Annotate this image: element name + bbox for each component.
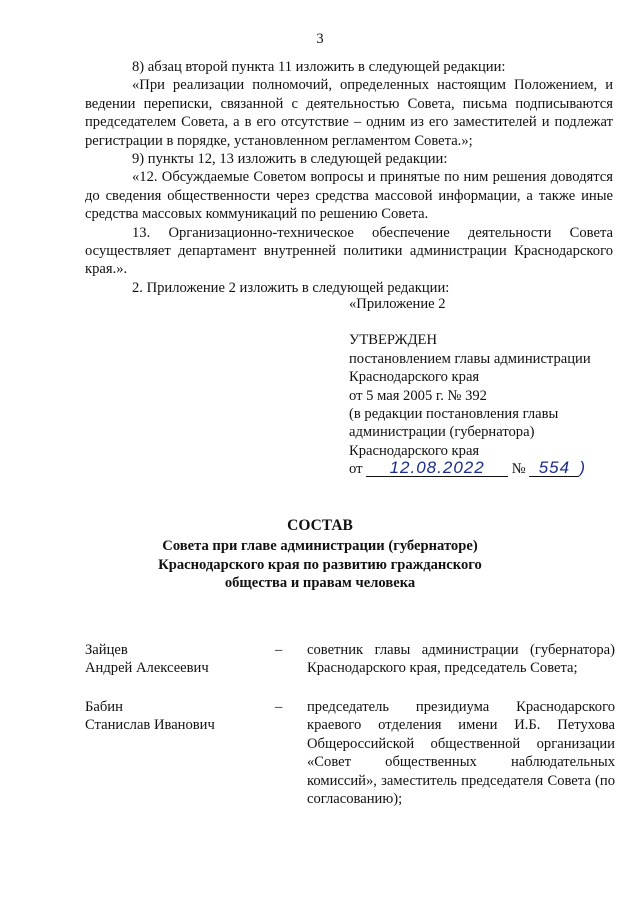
appendix-line: администрации (губернатора)	[349, 424, 535, 441]
composition-heading	[0, 517, 640, 593]
member-name	[85, 698, 255, 735]
page-number: 3	[316, 31, 324, 47]
member-role: советник главы администрации (губернатора) Краснодарского края, председатель Совета;	[307, 642, 615, 677]
paragraph: 13. Организационно-техническое обеспечение деятельности Совета осуществляет департамент внутренней политики администрации Краснодарского края.».	[85, 224, 613, 278]
appendix-line: Краснодарского края	[349, 369, 480, 386]
approved-label: УТВЕРЖДЕН	[349, 332, 437, 349]
member-given-name: Станислав Иванович	[85, 717, 215, 734]
appendix-label: «Приложение 2	[349, 296, 446, 312]
heading-line: Краснодарского края по развитию гражданского	[158, 556, 482, 573]
heading-title: СОСТАВ	[287, 517, 353, 534]
member-dash: –	[275, 699, 283, 715]
appendix-line: от 5 мая 2005 г. № 392	[349, 387, 487, 404]
paragraph: 8) абзац второй пункта 11 изложить в следующей редакции:	[132, 59, 506, 75]
paragraph: «12. Обсуждаемые Советом вопросы и принятые по ним решения доводятся до сведения общественности через средства массовой информации, а также иные средства массовых коммуникаций по решению Совета.	[85, 169, 613, 223]
member-surname: Зайцев	[85, 642, 128, 658]
appendix-line: постановлением главы администрации	[349, 350, 591, 367]
paragraph: «При реализации полномочий, определенных настоящим Положением, и ведении переписки, связанной с деятельностью Совета, письма подписываются председателем Совета, а в его отсутствие – одним из его заместителей и подлежат регистрации в порядке, установленном регламентом Совета.»;	[85, 77, 613, 149]
member-name	[85, 641, 255, 678]
heading-line: общества и правам человека	[224, 575, 416, 592]
paragraph: 9) пункты 12, 13 изложить в следующей редакции:	[132, 151, 448, 168]
appendix-line: (в редакции постановления главы	[349, 406, 559, 423]
member-dash: –	[275, 642, 283, 658]
handwritten-date: 12.08.2022	[366, 460, 508, 477]
heading-line: Совета при главе администрации (губернаторе)	[162, 538, 478, 555]
member-role: председатель президиума Краснодарского краевого отделения имени И.Б. Петухова Общероссийской общественной организации «Совет общественных наблюдательных комиссий», заместитель председателя Совета (по согласованию);	[307, 699, 615, 808]
handwritten-number: 554	[529, 460, 579, 477]
member-surname: Бабин	[85, 699, 123, 715]
appendix-block	[349, 295, 624, 479]
closing-paren: )	[579, 458, 587, 478]
amendment-text	[85, 58, 613, 297]
date-number-line	[349, 460, 624, 478]
appendix-line: Краснодарского края	[349, 442, 480, 459]
number-prefix: №	[511, 461, 526, 478]
member-given-name: Андрей Алексеевич	[85, 660, 209, 677]
date-prefix: от	[349, 461, 363, 478]
paragraph: 2. Приложение 2 изложить в следующей редакции:	[132, 279, 450, 296]
